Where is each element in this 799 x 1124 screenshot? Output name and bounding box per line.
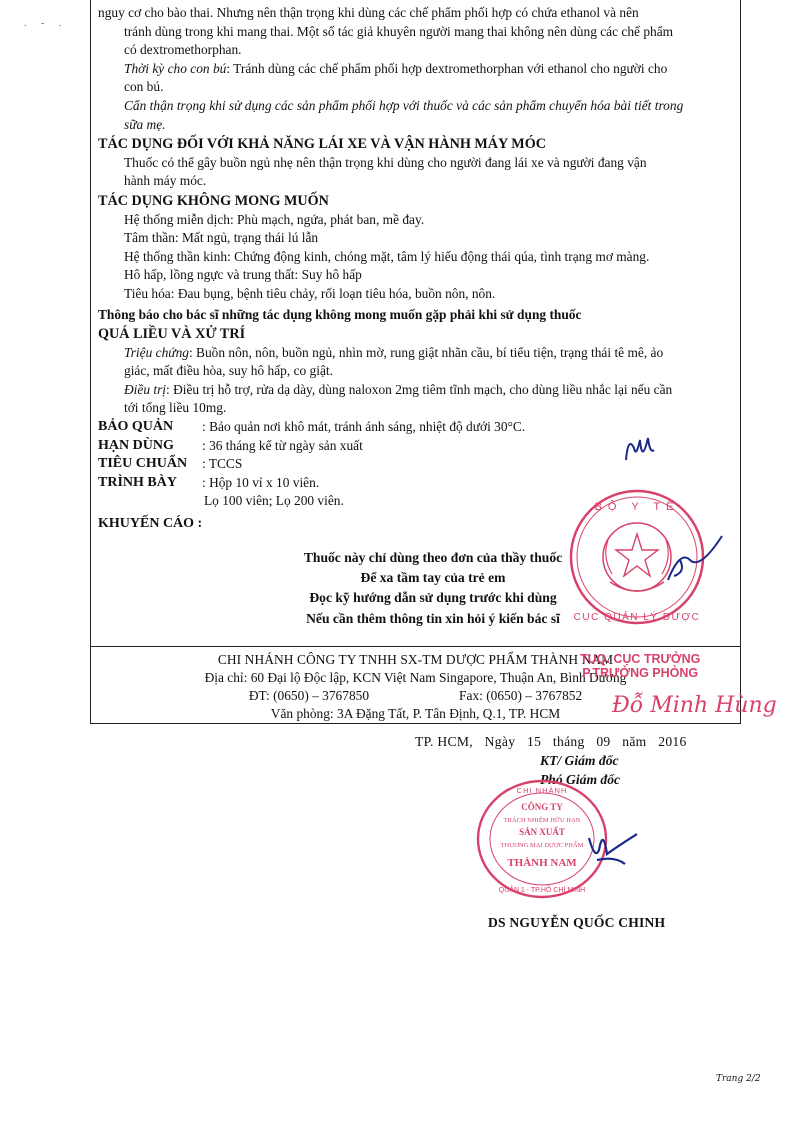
signer-title-2: Phó Giám đốc bbox=[540, 772, 621, 787]
seal-ring-bottom: CỤC QUẢN LÝ DƯỢC bbox=[573, 612, 701, 623]
seal-ring-top: BỘ Y TẾ bbox=[594, 501, 680, 513]
spec-value: : TCCS bbox=[202, 456, 243, 472]
side-effect-item: Tâm thần: Mất ngủ, trạng thái lú lẫn bbox=[124, 230, 319, 246]
side-effect-item: Tiêu hóa: Đau bụng, bệnh tiêu chảy, rối loạn tiêu hóa, buồn nôn, nôn. bbox=[124, 285, 496, 301]
symptoms-label: Triệu chứng bbox=[124, 344, 189, 360]
company-address: Địa chỉ: 60 Đại lộ Độc lập, KCN Việt Nam Singapore, Thuận An, Bình Dương bbox=[204, 670, 627, 685]
company-phone: ĐT: (0650) – 3767850 bbox=[248, 688, 370, 703]
driving-text: Thuốc có thể gây buồn ngủ nhẹ nên thận trọng khi dùng cho người đang lái xe và người đang vận bbox=[124, 154, 647, 170]
overdose-heading: QUÁ LIỀU VÀ XỬ TRÍ bbox=[98, 326, 246, 343]
company-seal-line: SẢN XUẤT bbox=[519, 827, 565, 837]
company-seal-ring: CHI NHÁNH bbox=[516, 786, 568, 795]
approval-title-1: TUQ. CỤC TRƯỞNG bbox=[580, 652, 701, 666]
company-seal-line: CÔNG TY bbox=[521, 802, 563, 812]
date-year: 2016 bbox=[658, 734, 687, 749]
initials-signature bbox=[620, 430, 660, 470]
lactation-text: : Tránh dùng các chế phẩm phối hợp dextromethorphan với ethanol cho người cho bbox=[226, 60, 668, 76]
company-seal-line: THƯƠNG MẠI DƯỢC PHẨM bbox=[500, 842, 584, 849]
date-month-label: tháng bbox=[552, 734, 585, 749]
spec-key: BẢO QUẢN bbox=[98, 419, 174, 435]
date-day: 15 bbox=[527, 734, 542, 749]
scan-artifact-marks: . - . bbox=[24, 18, 68, 29]
date-month: 09 bbox=[596, 734, 611, 749]
side-effects-heading: TÁC DỤNG KHÔNG MONG MUỐN bbox=[98, 192, 329, 209]
warnings-heading: KHUYẾN CÁO : bbox=[98, 516, 203, 532]
warning-line: Để xa tầm tay của trẻ em bbox=[360, 569, 506, 585]
pregnancy-line: có dextromethorphan. bbox=[124, 42, 242, 58]
approval-title-2: P.TRƯỞNG PHÒNG bbox=[582, 666, 699, 680]
overdose-symptoms bbox=[98, 344, 738, 363]
spec-value: : Bảo quản nơi khô mát, tránh ánh sáng, nhiệt độ dưới 30°C. bbox=[202, 419, 526, 435]
lactation-label: Thời kỳ cho con bú bbox=[124, 60, 227, 76]
side-effect-item: Hô hấp, lồng ngực và trung thất: Suy hô hấp bbox=[124, 267, 362, 283]
warning-line: Thuốc này chỉ dùng theo đơn của thầy thuốc bbox=[303, 549, 563, 565]
company-seal-ring-bottom: QUẬN 1 - TP.HỒ CHÍ MINH bbox=[498, 887, 586, 894]
company-seal-name: THÀNH NAM bbox=[507, 857, 577, 869]
warning-line: Đọc kỹ hướng dẫn sử dụng trước khi dùng bbox=[309, 590, 557, 606]
lactation-caution: sữa mẹ. bbox=[124, 116, 166, 132]
pregnancy-line: nguy cơ cho bào thai. Nhưng nên thận trọng khi dùng các chế phẩm phối hợp có chứa ethanol và nên bbox=[98, 5, 639, 20]
approval-stamp-titles bbox=[580, 652, 700, 680]
company-office: Văn phòng: 3A Đặng Tất, P. Tân Định, Q.1, TP. HCM bbox=[270, 706, 561, 721]
spec-value: : 36 tháng kể từ ngày sản xuất bbox=[202, 437, 363, 453]
overdose-symptoms: giác, mất điều hòa, suy hô hấp, co giật. bbox=[124, 363, 333, 379]
symptoms-text: : Buồn nôn, nôn, buồn ngủ, nhìn mờ, rung giật nhãn cầu, bí tiểu tiện, trạng thái tê mê, ảo bbox=[188, 344, 664, 360]
company-seal-line: TRÁCH NHIỆM HỮU HẠN bbox=[503, 817, 581, 824]
signer-name: DS NGUYỄN QUỐC CHINH bbox=[488, 915, 666, 930]
driving-text: hành máy móc. bbox=[124, 173, 207, 189]
pregnancy-line: tránh dùng trong khi mang thai. Một số tác giả khuyên người mang thai không nên dùng các chế phẩm bbox=[124, 23, 674, 39]
spec-value: : Hộp 10 vỉ x 10 viên. bbox=[202, 474, 320, 490]
lactation-line: con bú. bbox=[124, 79, 164, 95]
lactation-line bbox=[98, 60, 738, 79]
spec-key: TIÊU CHUẨN bbox=[98, 456, 188, 472]
treatment-label: Điều trị bbox=[124, 381, 167, 397]
overdose-treatment: tới tổng liều 10mg. bbox=[124, 400, 227, 416]
company-name: CHI NHÁNH CÔNG TY TNHH SX-TM DƯỢC PHẨM THÀNH NAM bbox=[217, 652, 614, 667]
overdose-treatment bbox=[98, 381, 738, 400]
side-effect-item: Hệ thống miễn dịch: Phù mạch, ngứa, phát ban, mề đay. bbox=[124, 211, 425, 227]
issue-date bbox=[415, 734, 695, 750]
spec-key: HẠN DÙNG bbox=[98, 437, 174, 453]
treatment-text: : Điều trị hỗ trợ, rửa dạ dày, dùng naloxon 2mg tiêm tĩnh mạch, cho dùng liều nhắc lại nếu cần bbox=[166, 381, 673, 397]
approval-signature-name: Đỗ Minh Hùng bbox=[612, 693, 777, 718]
driving-heading: TÁC DỤNG ĐỐI VỚI KHẢ NĂNG LÁI XE VÀ VẬN HÀNH MÁY MÓC bbox=[98, 136, 546, 153]
presentation-line-2: Lọ 100 viên; Lọ 200 viên. bbox=[204, 493, 344, 509]
date-day-label: Ngày bbox=[484, 734, 516, 749]
date-place: TP. HCM, bbox=[415, 734, 473, 749]
approval-signature bbox=[660, 530, 730, 590]
page-number: Trang 2/2 bbox=[716, 1074, 761, 1084]
side-effect-item: Hệ thống thần kinh: Chứng động kinh, chóng mặt, tâm lý hiếu động thái qúa, tình trạng mơ màng. bbox=[124, 248, 650, 264]
spec-key: TRÌNH BÀY bbox=[98, 474, 177, 490]
director-signature bbox=[585, 820, 645, 880]
side-effects-notice: Thông báo cho bác sĩ những tác dụng không mong muốn gặp phải khi sử dụng thuốc bbox=[98, 306, 582, 322]
signer-title-1: KT/ Giám đốc bbox=[540, 753, 619, 768]
warning-line: Nếu cần thêm thông tin xin hỏi ý kiến bác sĩ bbox=[306, 610, 560, 626]
date-year-label: năm bbox=[622, 734, 647, 749]
company-fax: Fax: (0650) – 3767852 bbox=[459, 688, 583, 703]
lactation-caution: Cẩn thận trọng khi sử dụng các sản phẩm phối hợp với thuốc và các sản phẩm chuyển hóa bài tiết trong bbox=[124, 97, 684, 113]
